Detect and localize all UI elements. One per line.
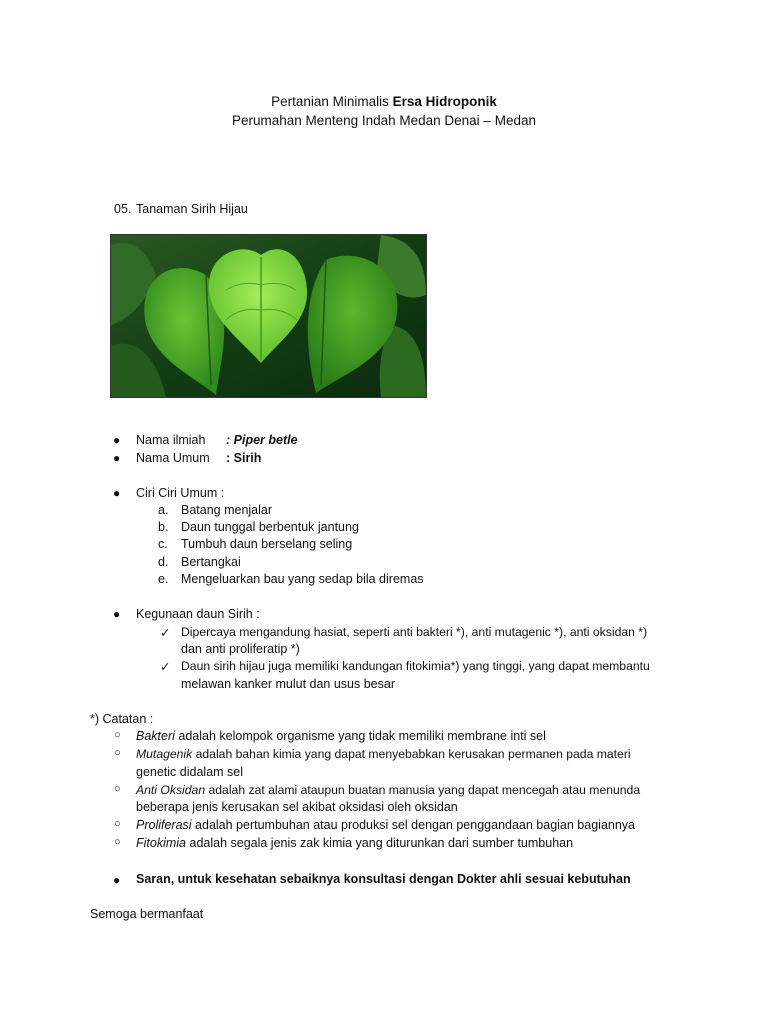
circle-bullet-icon: ○	[114, 836, 121, 848]
bullet-dot: ●	[113, 873, 121, 887]
catatan-item: Fitokimia adalah segala jenis zak kimia yang diturunkan dari sumber tumbuhan	[136, 836, 574, 850]
brand-name: Ersa Hidroponik	[392, 94, 497, 109]
header-line-1: Pertanian Minimalis Ersa Hidroponik	[271, 94, 497, 109]
checkmark-icon: ✓	[160, 660, 171, 674]
catatan-item: Mutagenik adalah bahan kimia yang dapat menyebabkan kerusakan permanen pada materi	[136, 747, 631, 761]
ciri-item: Batang menjalar	[181, 503, 273, 517]
bullet-dot: ●	[113, 486, 121, 500]
ciri-item: Daun tunggal berbentuk jantung	[181, 520, 359, 534]
kegunaan-item-line: melawan kanker mulut dan usus besar	[181, 677, 396, 691]
kegunaan-heading: Kegunaan daun Sirih :	[136, 607, 260, 621]
ciri-item: Mengeluarkan bau yang sedap bila diremas	[181, 572, 424, 586]
circle-bullet-icon: ○	[114, 729, 121, 741]
header-line-2: Perumahan Menteng Indah Medan Denai – Medan	[232, 113, 536, 128]
saran-text: Saran, untuk kesehatan sebaiknya konsultasi dengan Dokter ahli sesuai kebutuhan	[136, 872, 631, 886]
betel-leaf-icon	[111, 235, 426, 397]
label-nama-umum: Nama Umum	[136, 451, 210, 465]
bullet-dot: ●	[113, 607, 121, 621]
bullet-dot: ●	[113, 451, 121, 465]
ciri-marker: e.	[158, 572, 169, 586]
value-nama-umum: : Sirih	[226, 451, 262, 465]
ciri-marker: d.	[158, 555, 169, 569]
value-nama-ilmiah: : Piper betle	[226, 433, 298, 447]
catatan-item-line: beberapa jenis kerusakan sel akibat oksidasi oleh oksidan	[136, 800, 458, 814]
catatan-item-line: genetic didalam sel	[136, 765, 244, 779]
checkmark-icon: ✓	[160, 626, 171, 640]
ciri-marker: a.	[158, 503, 169, 517]
kegunaan-item-line: dan anti proliferatip *)	[181, 642, 300, 656]
circle-bullet-icon: ○	[114, 783, 121, 795]
ciri-heading: Ciri Ciri Umum :	[136, 486, 225, 500]
bullet-dot: ●	[113, 433, 121, 447]
ciri-marker: c.	[158, 537, 168, 551]
kegunaan-item-line: Daun sirih hijau juga memiliki kandungan fitokimia*) yang tinggi, yang dapat membantu	[181, 659, 650, 673]
catatan-item: Bakteri adalah kelompok organisme yang tidak memiliki membrane inti sel	[136, 729, 546, 743]
catatan-item: Anti Oksidan adalah zat alami ataupun buatan manusia yang dapat mencegah atau menunda	[136, 783, 641, 797]
circle-bullet-icon: ○	[114, 818, 121, 830]
betel-leaf-photo	[110, 234, 427, 398]
catatan-item: Proliferasi adalah pertumbuhan atau produksi sel dengan penggandaan bagian bagiannya	[136, 818, 635, 832]
ciri-marker: b.	[158, 520, 169, 534]
ciri-item: Tumbuh daun berselang seling	[181, 537, 353, 551]
catatan-heading: *) Catatan :	[90, 712, 154, 726]
label-nama-ilmiah: Nama ilmiah	[136, 433, 206, 447]
section-number: 05.	[114, 202, 132, 216]
ciri-item: Bertangkai	[181, 555, 241, 569]
section-title: Tanaman Sirih Hijau	[136, 202, 248, 216]
closing-text: Semoga bermanfaat	[90, 907, 204, 921]
kegunaan-item-line: Dipercaya mengandung hasiat, seperti anti bakteri *), anti mutagenic *), anti oksidan *)	[181, 625, 648, 639]
circle-bullet-icon: ○	[114, 747, 121, 759]
